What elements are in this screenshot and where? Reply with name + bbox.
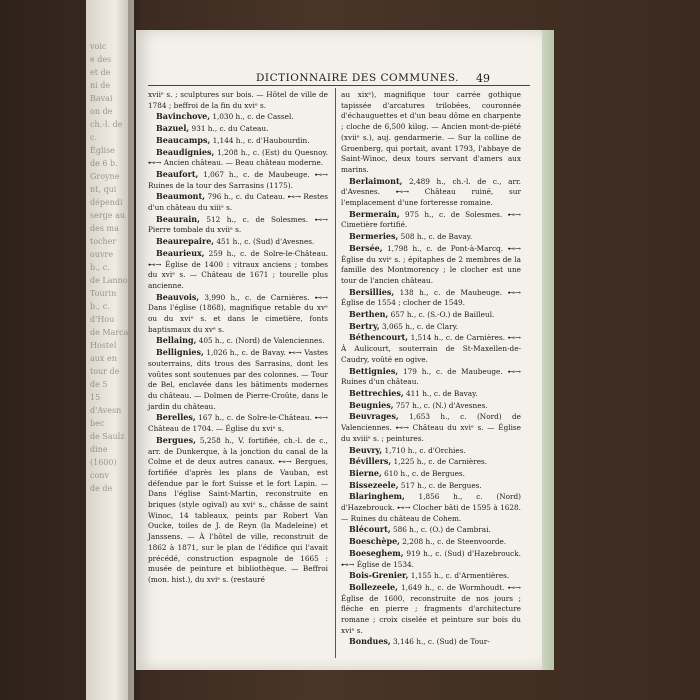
- dictionary-entry: [341, 231, 521, 243]
- left-page-fragment: Tourin: [90, 289, 117, 298]
- entry-headword: Beuvry,: [349, 444, 383, 455]
- entry-text: 3,990 h., c. de Carnières. ⊷→ Dans l'église (1868), magnifique retable du xvᵉ ou du xviᵉ s. et dans le cimetière, fonts baptismaux du xvᵉ s.: [148, 292, 328, 334]
- running-head: DICTIONNAIRE DES COMMUNES.: [256, 72, 459, 84]
- entry-headword: Blécourt,: [349, 524, 391, 535]
- dictionary-entry: [341, 243, 521, 287]
- entry-headword: Beaufort,: [156, 168, 199, 179]
- header-rule: [148, 85, 530, 86]
- column-right: [341, 90, 521, 648]
- dictionary-entry: [341, 309, 521, 321]
- entry-headword: Boeseghem,: [349, 547, 404, 558]
- entry-text: 1,798 h., c. de Pont-à-Marcq. ⊷→ Église du xviᵉ s. ; épitaphes de 2 membres de la famille des Montmorency ; le clocher est une tour de l'ancien château.: [341, 243, 521, 285]
- book-page: [136, 30, 542, 670]
- left-page-fragment: d'Hou: [90, 315, 115, 324]
- dictionary-entry: [341, 332, 521, 365]
- entry-text: 3,065 h., c. de Clary.: [381, 321, 459, 331]
- entry-headword: Bermerain,: [349, 208, 400, 219]
- entry-text: 1,155 h., c. d'Armentières.: [410, 571, 510, 581]
- entry-headword: Beaumont,: [156, 191, 205, 202]
- dictionary-entry: [148, 347, 328, 412]
- left-page-fragment: on de: [90, 107, 113, 116]
- left-page-fragment: 15 d'Avesn: [90, 393, 122, 415]
- dictionary-entry: [341, 468, 521, 480]
- entry-text: 3,146 h., c. (Sud) de Tour-: [393, 637, 490, 647]
- dictionary-entry: [341, 456, 521, 468]
- dictionary-entry: [148, 147, 328, 169]
- page-stack-edge: [540, 30, 554, 670]
- left-page-fragment: des ma: [90, 224, 119, 233]
- dictionary-entry: [341, 570, 521, 582]
- left-page-fragment: dine (1600): [90, 445, 117, 467]
- entry-headword: Bissezeele,: [349, 479, 399, 490]
- entry-headword: Berelles,: [156, 412, 196, 423]
- entry-text: 179 h., c. de Maubeuge. ⊷→ Ruines d'un château.: [341, 366, 521, 387]
- entry-text: 1,208 h., c. (Est) du Quesnoy. ⊷→ Ancien château. — Beau château moderne.: [148, 147, 328, 168]
- entry-headword: Beuvrages,: [349, 411, 399, 422]
- entry-text: 796 h., c. du Cateau. ⊷→ Restes d'un château du xiiiᵉ s.: [148, 192, 328, 213]
- left-page-fragment: tour de: [90, 367, 120, 376]
- dictionary-entry: [148, 169, 328, 191]
- column-left: [148, 90, 328, 586]
- dictionary-entry: [148, 248, 328, 292]
- dictionary-entry: [148, 292, 328, 336]
- dictionary-entry: [148, 412, 328, 434]
- entry-text: 2,208 h., c. de Steenvoorde.: [402, 537, 507, 547]
- dictionary-entry: [341, 636, 521, 648]
- left-page-fragment: de Marca: [90, 328, 129, 337]
- entry-text: 1,514 h., c. de Carnières. ⊷→ À Aulicourt, souterrain de St-Maxellen-de-Caudry, voûté en ogive.: [341, 333, 521, 364]
- entry-headword: Bersillies,: [349, 286, 395, 297]
- left-page-fragment: de Lanno: [90, 276, 128, 285]
- entry-text: 167 h., c. de Solre-le-Château. ⊷→ Château de 1704. — Église du xviᵉ s.: [148, 413, 328, 434]
- left-page-fragment: de 5: [90, 380, 108, 389]
- left-page-fragment: nt, qui: [90, 185, 117, 194]
- entry-text: 1,856 h., c. (Nord) d'Hazebrouck. ⊷→ Clocher bâti de 1595 à 1628. — Ruines du château de Cohem.: [341, 492, 521, 523]
- dictionary-entry: [341, 445, 521, 457]
- entry-headword: Béthencourt,: [349, 332, 408, 343]
- entry-headword: Berlaimont,: [349, 175, 403, 186]
- left-page-fragment: de de: [90, 484, 113, 493]
- entry-text: 411 h., c. de Bavay.: [405, 388, 478, 398]
- left-page-fragment: dépendi: [90, 198, 123, 207]
- entry-headword: Bellignies,: [156, 347, 204, 358]
- left-page-fragment: b., c.: [90, 263, 110, 272]
- left-page-fragment: ouvre: [90, 250, 114, 259]
- dictionary-entry: [148, 123, 328, 135]
- entry-text: 1,144 h., c. d'Haubourdin.: [212, 135, 310, 145]
- dictionary-entry: [341, 321, 521, 333]
- left-page-fragment: Église: [90, 146, 115, 155]
- left-page-fragment: Groyne: [90, 172, 120, 181]
- dictionary-entry: [341, 209, 521, 231]
- left-page-fragment: conv: [90, 471, 109, 480]
- left-page-fragment: ni de: [90, 81, 111, 90]
- entry-headword: Boeschèpe,: [349, 536, 400, 547]
- left-page-fragment: ch.-l. de c.: [90, 120, 123, 142]
- entry-headword: Blaringhem,: [349, 491, 405, 502]
- entry-text: 259 h., c. de Solre-le-Château. ⊷→ Église de 1400 : vitraux anciens ; tombes du xviᵉ s. — Château de 1671 ; tourelle plus ancienne.: [148, 248, 328, 290]
- dictionary-entry: [341, 176, 521, 209]
- entry-headword: Bermeries,: [349, 231, 399, 242]
- entry-headword: Beaurain,: [156, 213, 200, 224]
- entry-headword: Bollezeele,: [349, 581, 398, 592]
- dictionary-entry: [341, 480, 521, 492]
- entry-text: 586 h., c. (O.) de Cambrai.: [392, 525, 491, 535]
- entry-headword: Beugnies,: [349, 399, 394, 410]
- entry-text: 2,489 h., ch.-l. de c., arr. d'Avesnes. ⊷→ Château ruiné, sur l'emplacement d'une forteresse romaine.: [341, 176, 521, 208]
- entry-headword: Bersée,: [349, 242, 383, 253]
- left-page-fragment: tocher: [90, 237, 117, 246]
- left-page-fragment: de Saulz: [90, 432, 125, 441]
- entry-headword: Bondues,: [349, 636, 391, 647]
- left-page-fragment: Hostel: [90, 341, 117, 350]
- dictionary-entry: [341, 388, 521, 400]
- entry-headword: Bergues,: [156, 434, 196, 445]
- left-page-fragment: serge au: [90, 211, 125, 220]
- entry-text: 1,710 h., c. d'Orchies.: [384, 445, 466, 455]
- dictionary-entry: [341, 90, 521, 176]
- entry-headword: Bertry,: [349, 320, 380, 331]
- entry-text: 508 h., c. de Bavay.: [400, 232, 473, 242]
- entry-text: 1,026 h., c. de Bavay. ⊷→ Vastes souterrains, dits trous des Sarrasins, dont les voûtes sont soutenues par des colonnes. — Tour de Bel, enclavée dans les bâtiments modernes du château. — Dolmen de Pierre-Croûte, dans le jardin du château.: [148, 348, 328, 411]
- entry-text: 138 h., c. de Maubeuge. ⊷→ Église de 1554 ; clocher de 1549.: [341, 287, 521, 308]
- entry-text: au xixᵉ), magnifique tour carrée gothique tapissée d'arcatures trilobées, couronnée d'échauguettes et d'un beau dôme en charpente ; cloche de 6,500 kilog. — Ancien mont-de-piété (xviiᵉ s.), auj. gendarmerie. — Sur la colline de Groenberg, qui portait, avant 1793, l'abbaye de Saint-Winoc, deux tours servant d'amers aux marins.: [341, 90, 521, 174]
- dictionary-entry: [341, 582, 521, 637]
- dictionary-entry: [148, 111, 328, 123]
- left-page-fragment: b., c.: [90, 302, 110, 311]
- left-page-fragment: aux en: [90, 354, 117, 363]
- left-page-fragment: voic: [90, 42, 107, 51]
- entry-text: 610 h., c. de Bergues.: [384, 468, 465, 478]
- entry-headword: Beauvois,: [156, 291, 200, 302]
- column-divider: [335, 88, 336, 658]
- dictionary-entry: [148, 435, 328, 586]
- entry-text: 5,258 h., V. fortifiée, ch.-l. de c., arr. de Dunkerque, à la jonction du canal de la Colme et de deux autres canaux. ⊷→ Bergues, fortifiée d'après les plans de Vauban, est défendue par le fort Suisse et le fort Lapin. — Dans l'église Saint-Martin, reconstruite en briques (style ogival) au xviᵉ s., châsse de saint Winoc, 14 tableaux, peints par Robert Van Oucke, toiles de J. de Reyn (la Madeleine) et Janssens. — À l'hôtel de ville, reconstruit de 1862 à 1871, sur le plan de l'édifice qui l'avait précédé, construction espagnole de 1665 : musée de peinture et bibliothèque. — Beffroi (mon. hist.), du xviᵉ s. (restauré: [148, 435, 328, 584]
- entry-headword: Bierne,: [349, 467, 382, 478]
- entry-headword: Bellaing,: [156, 335, 197, 346]
- entry-text: 919 h., c. (Sud) d'Hazebrouck. ⊷→ Église de 1534.: [341, 548, 521, 569]
- left-page-text-fragments: [90, 40, 130, 680]
- dictionary-entry: [341, 491, 521, 524]
- dictionary-entry: [341, 536, 521, 548]
- dictionary-entry: [341, 524, 521, 536]
- entry-headword: Beaudignies,: [156, 146, 215, 157]
- entry-headword: Bois-Grenier,: [349, 570, 409, 581]
- dictionary-entry: [341, 548, 521, 570]
- dictionary-entry: [341, 400, 521, 412]
- entry-text: 1,067 h., c. de Maubeuge. ⊷→ Ruines de la tour des Sarrasins (1175).: [148, 169, 328, 190]
- entry-headword: Beaurieux,: [156, 247, 205, 258]
- dictionary-entry: [148, 191, 328, 213]
- entry-headword: Bévillers,: [349, 456, 392, 467]
- left-page-fragment: e des: [90, 55, 112, 64]
- dictionary-entry: [148, 90, 328, 111]
- dictionary-entry: [148, 135, 328, 147]
- entry-text: 1,225 h., c. de Carnières.: [393, 457, 488, 467]
- page-number: 49: [476, 72, 490, 85]
- entry-text: 657 h., c. (S.-O.) de Bailleul.: [390, 310, 495, 320]
- entry-text: 1,649 h., c. de Wormhoudt. ⊷→ Église de 1600, reconstruite de nos jours ; flèche en pierre ; fragments d'architecture romane ; croix ciselée et peinture sur bois du xviᵉ s.: [341, 582, 521, 635]
- entry-headword: Beaucamps,: [156, 134, 211, 145]
- entry-text: 517 h., c. de Bergues.: [400, 480, 482, 490]
- dictionary-entry: [341, 411, 521, 444]
- left-page-fragment: et de: [90, 68, 111, 77]
- left-page-fragment: de 6 b.: [90, 159, 118, 168]
- entry-text: 975 h., c. de Solesmes. ⊷→ Cimetière fortifié.: [341, 209, 521, 230]
- entry-text: 405 h., c. (Nord) de Valenciennes.: [198, 336, 325, 346]
- entry-text: 451 h., c. (Sud) d'Avesnes.: [216, 237, 315, 247]
- dictionary-entry: [148, 335, 328, 347]
- left-page-fragment: bec: [90, 419, 105, 428]
- entry-text: xviiᵉ s. ; sculptures sur bois. — Hôtel de ville de 1784 ; beffroi de la fin du xviᵉ s.: [148, 90, 328, 110]
- entry-text: 1,030 h., c. de Cassel.: [212, 112, 294, 122]
- dictionary-entry: [341, 287, 521, 309]
- left-page-fragment: Bavai: [90, 94, 113, 103]
- entry-headword: Bavinchove,: [156, 111, 210, 122]
- entry-headword: Beaurepaire,: [156, 236, 215, 247]
- entry-headword: Berthen,: [349, 309, 389, 320]
- dictionary-entry: [148, 214, 328, 236]
- entry-text: 931 h., c. du Cateau.: [191, 124, 269, 134]
- entry-headword: Bazuel,: [156, 123, 190, 134]
- dictionary-entry: [341, 366, 521, 388]
- entry-headword: Bettignies,: [349, 365, 399, 376]
- dictionary-entry: [148, 236, 328, 248]
- entry-text: 1,653 h., c. (Nord) de Valenciennes. ⊷→ Château du xviᵉ s. — Église du xviiiᵉ s. ; peintures.: [341, 412, 521, 443]
- entry-text: 512 h., c. de Solesmes. ⊷→ Pierre tombale du xviiᵉ s.: [148, 214, 328, 235]
- entry-headword: Bettrechies,: [349, 387, 404, 398]
- entry-text: 757 h., c. (N.) d'Avesnes.: [395, 400, 488, 410]
